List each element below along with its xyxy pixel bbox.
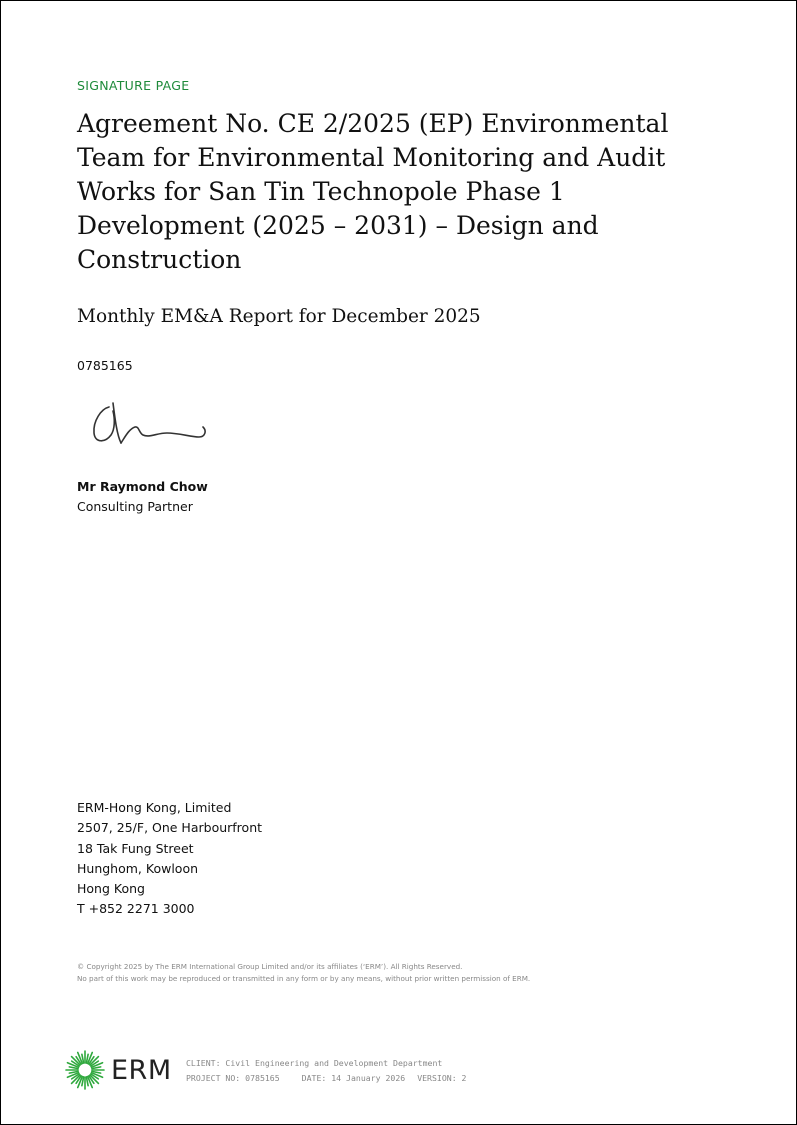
address-line: Hong Kong <box>77 881 145 897</box>
document-subtitle: Monthly EM&A Report for December 2025 <box>77 306 481 327</box>
address-line: ERM-Hong Kong, Limited <box>77 800 232 815</box>
document-title: Agreement No. CE 2/2025 (EP) Environmental Team for Environmental Monitoring and Audit Works for San Tin Technopole Phase 1 Development (2025 – 2031) – Design and Construction <box>77 109 669 274</box>
copyright-line: No part of this work may be reproduced or transmitted in any form or by any means, without prior written permission of ERM. <box>77 974 531 983</box>
address-line: Hunghom, Kowloon <box>77 860 199 876</box>
project-code: 0785165 <box>77 358 133 373</box>
footer-client: CLIENT: Civil Engineering and Development Department <box>186 1058 443 1068</box>
section-label: SIGNATURE PAGE <box>77 78 190 93</box>
footer-version: VERSION: 2 <box>417 1073 467 1083</box>
signature-icon <box>87 393 217 453</box>
signer-role: Consulting Partner <box>77 499 193 514</box>
address-line: 2507, 25/F, One Harbourfront <box>77 820 263 836</box>
copyright-notice <box>77 961 530 985</box>
signer-name: Mr Raymond Chow <box>77 479 208 494</box>
company-address <box>77 798 262 920</box>
logo-text: ERM <box>111 1054 172 1086</box>
footer-meta <box>186 1056 466 1086</box>
address-line: 18 Tak Fung Street <box>77 840 194 856</box>
footer-details-row <box>186 1071 466 1086</box>
erm-logo <box>65 1049 172 1091</box>
phone-line: T +852 2271 3000 <box>77 901 195 917</box>
copyright-line: © Copyright 2025 by The ERM International Group Limited and/or its affiliates (‘ERM’). All Rights Reserved. <box>77 962 463 971</box>
erm-starburst-logo-icon <box>65 1050 105 1090</box>
footer-date: DATE: 14 January 2026 <box>301 1073 406 1083</box>
footer-project-no: PROJECT NO: 0785165 <box>186 1073 280 1083</box>
